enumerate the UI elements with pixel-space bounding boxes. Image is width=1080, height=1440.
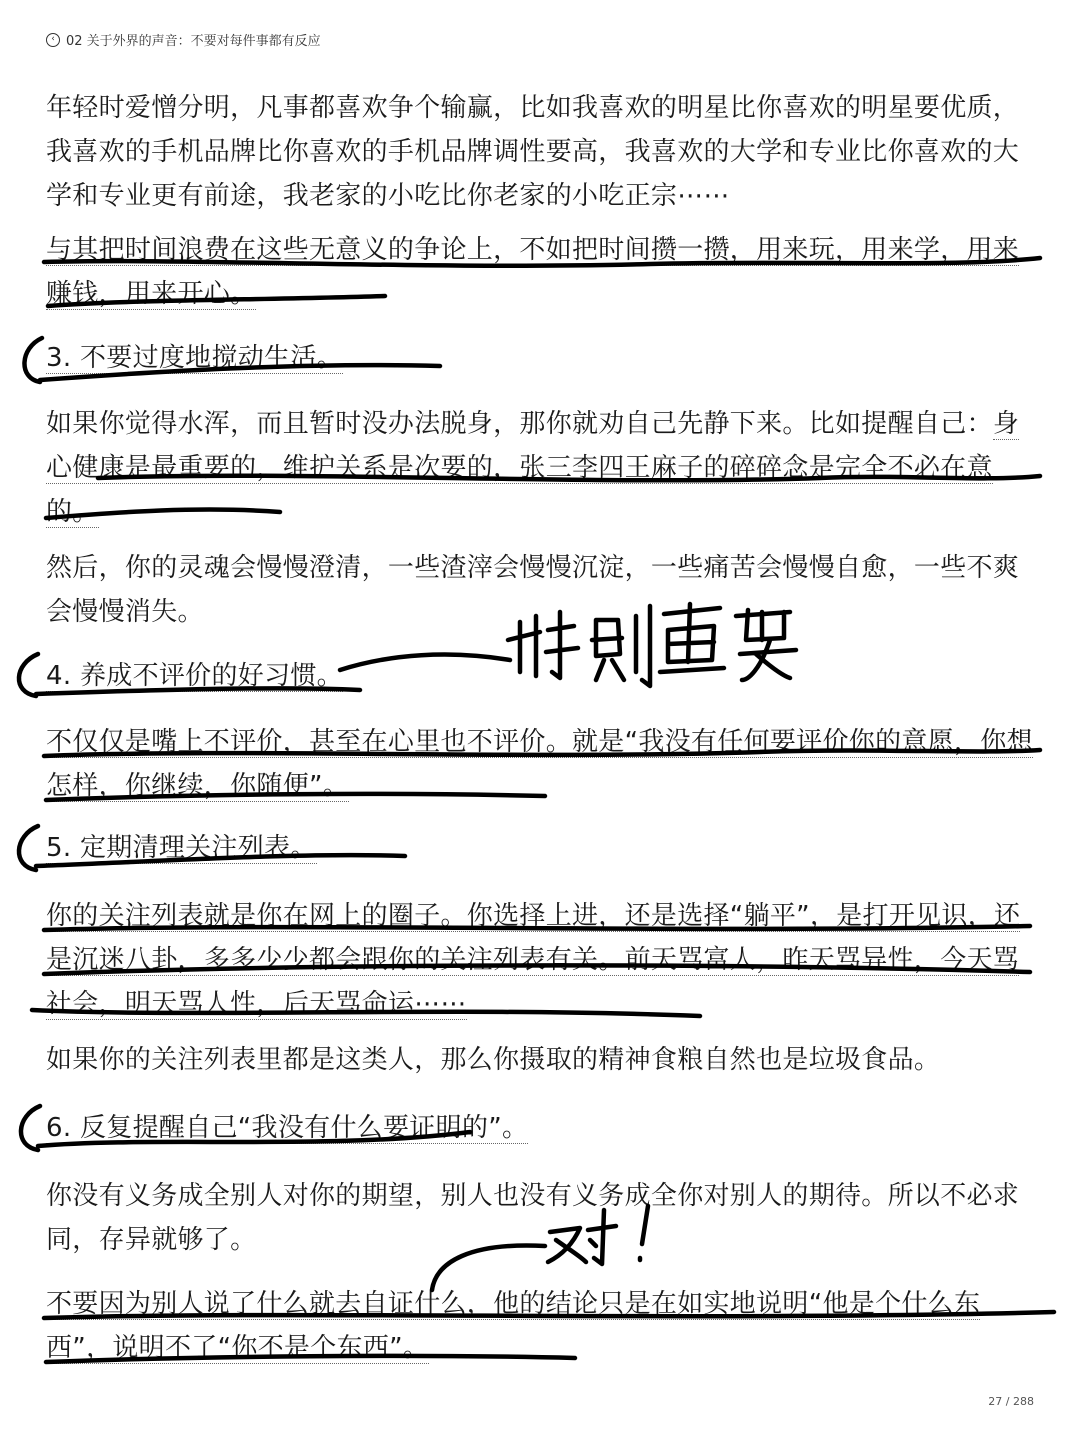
highlighted-paragraph (46, 228, 1036, 316)
ink-bracket (24, 338, 42, 382)
ink-bracket (19, 826, 38, 870)
underlined-text: 身心健康是最重要的，维护关系是次要的，张三李四王麻子的碎碎念是完全不必在意的。 (46, 409, 1020, 527)
underlined-text: 不仅仅是嘴上不评价，甚至在心里也不评价。就是“我没有任何要评价你的意愿，你想怎样，你继续，你随便”。 (46, 727, 1033, 801)
heading-text: 3. 不要过度地搅动生活。 (46, 343, 343, 373)
highlighted-paragraph (46, 720, 1036, 808)
chapter-header (46, 30, 321, 49)
paragraph: 然后，你的灵魂会慢慢澄清，一些渣滓会慢慢沉淀，一些痛苦会慢慢自愈，一些不爽会慢慢消失。 (46, 553, 1020, 627)
paragraph: 年轻时爱憎分明，凡事都喜欢争个输赢，比如我喜欢的明星比你喜欢的明星要优质，我喜欢的手机品牌比你喜欢的手机品牌调性要高，我喜欢的大学和专业比你喜欢的大学和专业更有前途，我老家的小吃比你老家的小吃正宗⋯⋯ (46, 93, 1020, 211)
highlighted-paragraph (46, 1282, 1036, 1370)
ink-bracket (21, 1106, 40, 1150)
paragraph (46, 402, 1036, 534)
section-heading-6 (46, 1106, 1036, 1150)
paragraph-text: 如果你觉得水浑，而且暂时没办法脱身，那你就劝自己先静下来。比如提醒自己： (46, 409, 993, 439)
section-heading-3 (46, 336, 1036, 380)
heading-text: 4. 养成不评价的好习惯。 (46, 661, 343, 691)
paragraph: 你没有义务成全别人对你的期望，别人也没有义务成全你对别人的期待。所以不必求同，存异就够了。 (46, 1181, 1020, 1255)
section-heading-5 (46, 826, 1036, 870)
heading-text: 5. 定期清理关注列表。 (46, 833, 317, 863)
underlined-text: 不要因为别人说了什么就去自证什么，他的结论只是在如实地说明“他是个什么东西”，说明不了“你不是个东西”。 (46, 1289, 981, 1363)
heading-text: 6. 反复提醒自己“我没有什么要证明的”。 (46, 1113, 529, 1143)
paragraph: 如果你的关注列表里都是这类人，那么你摄取的精神食粮自然也是垃圾食品。 (46, 1045, 941, 1075)
underlined-text: 与其把时间浪费在这些无意义的争论上，不如把时间攒一攒，用来玩，用来学，用来赚钱，用来开心。 (46, 235, 1020, 309)
chapter-title: 02 关于外界的声音：不要对每件事都有反应 (66, 34, 321, 49)
back-arrow-icon[interactable]: ‹ (46, 33, 60, 47)
ink-bracket (19, 654, 38, 696)
section-heading-4 (46, 654, 1036, 698)
underlined-text: 你的关注列表就是你在网上的圈子。你选择上进，还是选择“躺平”，是打开见识，还是沉迷八卦，多多少少都会跟你的关注列表有关。前天骂富人，昨天骂异性，今天骂社会，明天骂人性，后天骂命运⋯⋯ (46, 901, 1021, 1019)
page-number: 27 / 288 (988, 1395, 1034, 1408)
highlighted-paragraph (46, 894, 1036, 1026)
